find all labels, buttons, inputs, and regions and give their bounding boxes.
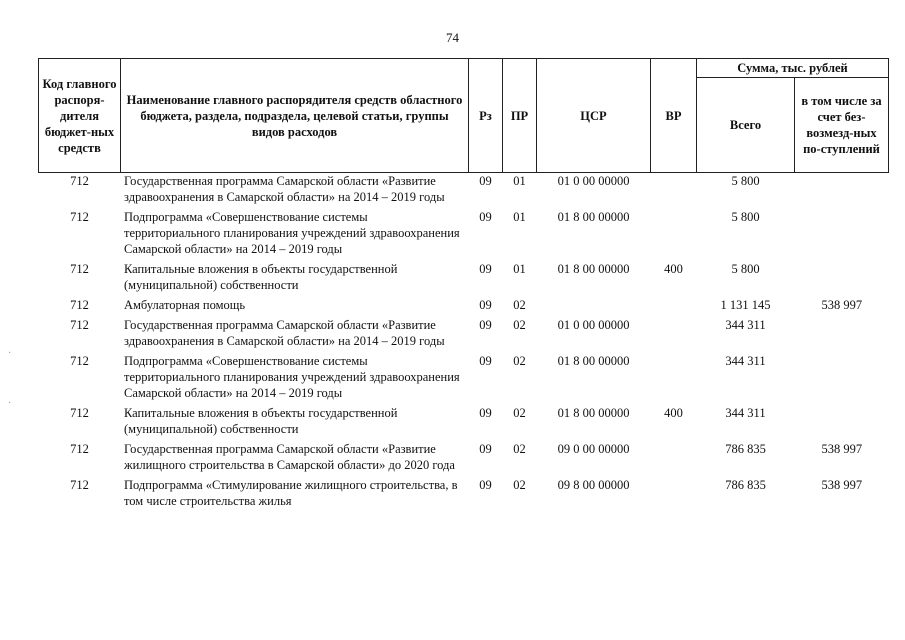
row-total: 5 800 — [731, 210, 760, 224]
row-csr: 01 8 00 00000 — [557, 354, 630, 368]
row-code: 712 — [70, 262, 89, 276]
row-name: Подпрограмма «Совершенствование системы территориального планирования учреждений здравоохранения Самарской области» на 2014 – 2019 годы — [124, 210, 460, 256]
row-vr — [651, 297, 697, 317]
row-pr: 02 — [513, 318, 526, 332]
row-vr — [651, 353, 697, 405]
row-vr — [651, 477, 697, 513]
row-rz: 09 — [479, 442, 492, 456]
row-name: Государственная программа Самарской области «Развитие здравоохранения в Самарской области» на 2014 – 2019 годы — [124, 318, 445, 348]
row-csr: 01 8 00 00000 — [557, 406, 630, 420]
table-row — [39, 353, 889, 405]
header-pr: ПР — [503, 59, 537, 173]
row-rz: 09 — [479, 478, 492, 492]
row-total: 344 311 — [725, 318, 766, 332]
row-code: 712 — [70, 210, 89, 224]
row-code: 712 — [70, 318, 89, 332]
row-code: 712 — [70, 354, 89, 368]
row-total: 1 131 145 — [720, 298, 771, 312]
row-name: Капитальные вложения в объекты государственной (муниципальной) собственности — [124, 262, 398, 292]
row-rz: 09 — [479, 354, 492, 368]
header-incl: в том числе за счет без-возмезд-ных по-ступлений — [795, 78, 889, 173]
table-row — [39, 317, 889, 353]
margin-dot: · — [8, 348, 12, 359]
row-name: Государственная программа Самарской области «Развитие жилищного строительства в Самарской области» до 2020 года — [124, 442, 455, 472]
row-code: 712 — [70, 406, 89, 420]
row-name: Подпрограмма «Стимулирование жилищного строительства, в том числе строительства жилья — [124, 478, 458, 508]
row-name: Подпрограмма «Совершенствование системы территориального планирования учреждений здравоохранения Самарской области» на 2014 – 2019 годы — [124, 354, 460, 400]
row-pr: 02 — [513, 442, 526, 456]
header-sum: Сумма, тыс. рублей — [697, 59, 889, 78]
row-incl — [795, 173, 889, 210]
table-row — [39, 297, 889, 317]
row-vr: 400 — [664, 262, 683, 276]
row-pr: 02 — [513, 354, 526, 368]
header-csr: ЦСР — [537, 59, 651, 173]
table-row — [39, 441, 889, 477]
row-rz: 09 — [479, 210, 492, 224]
row-incl — [795, 317, 889, 353]
table-row — [39, 405, 889, 441]
row-rz: 09 — [479, 318, 492, 332]
header-name: Наименование главного распорядителя средств областного бюджета, раздела, подраздела, целевой статьи, группы видов расходов — [121, 59, 469, 173]
row-incl — [795, 353, 889, 405]
table-row — [39, 261, 889, 297]
row-csr: 01 0 00 00000 — [557, 174, 630, 188]
header-total: Всего — [697, 78, 795, 173]
row-pr: 02 — [513, 298, 526, 312]
row-code: 712 — [70, 442, 89, 456]
table-body — [39, 173, 889, 514]
budget-table — [38, 58, 889, 513]
row-total: 344 311 — [725, 406, 766, 420]
row-incl — [795, 209, 889, 261]
row-total: 786 835 — [725, 442, 766, 456]
row-csr: 01 8 00 00000 — [557, 210, 630, 224]
row-total: 786 835 — [725, 478, 766, 492]
row-pr: 02 — [513, 478, 526, 492]
row-rz: 09 — [479, 406, 492, 420]
row-incl: 538 997 — [821, 478, 863, 492]
row-csr — [537, 297, 651, 317]
table-row — [39, 477, 889, 513]
row-incl — [795, 405, 889, 441]
row-total: 344 311 — [725, 354, 766, 368]
row-vr: 400 — [664, 406, 683, 420]
margin-dot: · — [8, 398, 12, 409]
row-vr — [651, 209, 697, 261]
row-total: 5 800 — [731, 262, 760, 276]
row-rz: 09 — [479, 298, 492, 312]
row-pr: 01 — [513, 174, 526, 188]
row-csr: 09 0 00 00000 — [557, 442, 630, 456]
header-code: Код главного распоря-дителя бюджет-ных средств — [39, 59, 121, 173]
row-code: 712 — [70, 478, 89, 492]
header-vr: ВР — [651, 59, 697, 173]
row-incl: 538 997 — [821, 298, 863, 312]
row-name: Амбулаторная помощь — [124, 298, 246, 312]
row-rz: 09 — [479, 262, 492, 276]
row-name: Государственная программа Самарской области «Развитие здравоохранения в Самарской области» на 2014 – 2019 годы — [124, 174, 445, 204]
row-csr: 01 8 00 00000 — [557, 262, 630, 276]
row-pr: 01 — [513, 262, 526, 276]
row-vr — [651, 441, 697, 477]
row-rz: 09 — [479, 174, 492, 188]
row-name: Капитальные вложения в объекты государственной (муниципальной) собственности — [124, 406, 398, 436]
row-total: 5 800 — [731, 174, 760, 188]
table-row — [39, 209, 889, 261]
row-incl: 538 997 — [821, 442, 863, 456]
row-csr: 01 0 00 00000 — [557, 318, 630, 332]
row-pr: 01 — [513, 210, 526, 224]
header-rz: Рз — [469, 59, 503, 173]
row-csr: 09 8 00 00000 — [557, 478, 630, 492]
row-code: 712 — [70, 298, 89, 312]
row-pr: 02 — [513, 406, 526, 420]
page-number: 74 — [446, 30, 459, 45]
row-vr — [651, 317, 697, 353]
row-vr — [651, 173, 697, 210]
row-code: 712 — [70, 174, 89, 188]
table-row — [39, 173, 889, 210]
row-incl — [795, 261, 889, 297]
